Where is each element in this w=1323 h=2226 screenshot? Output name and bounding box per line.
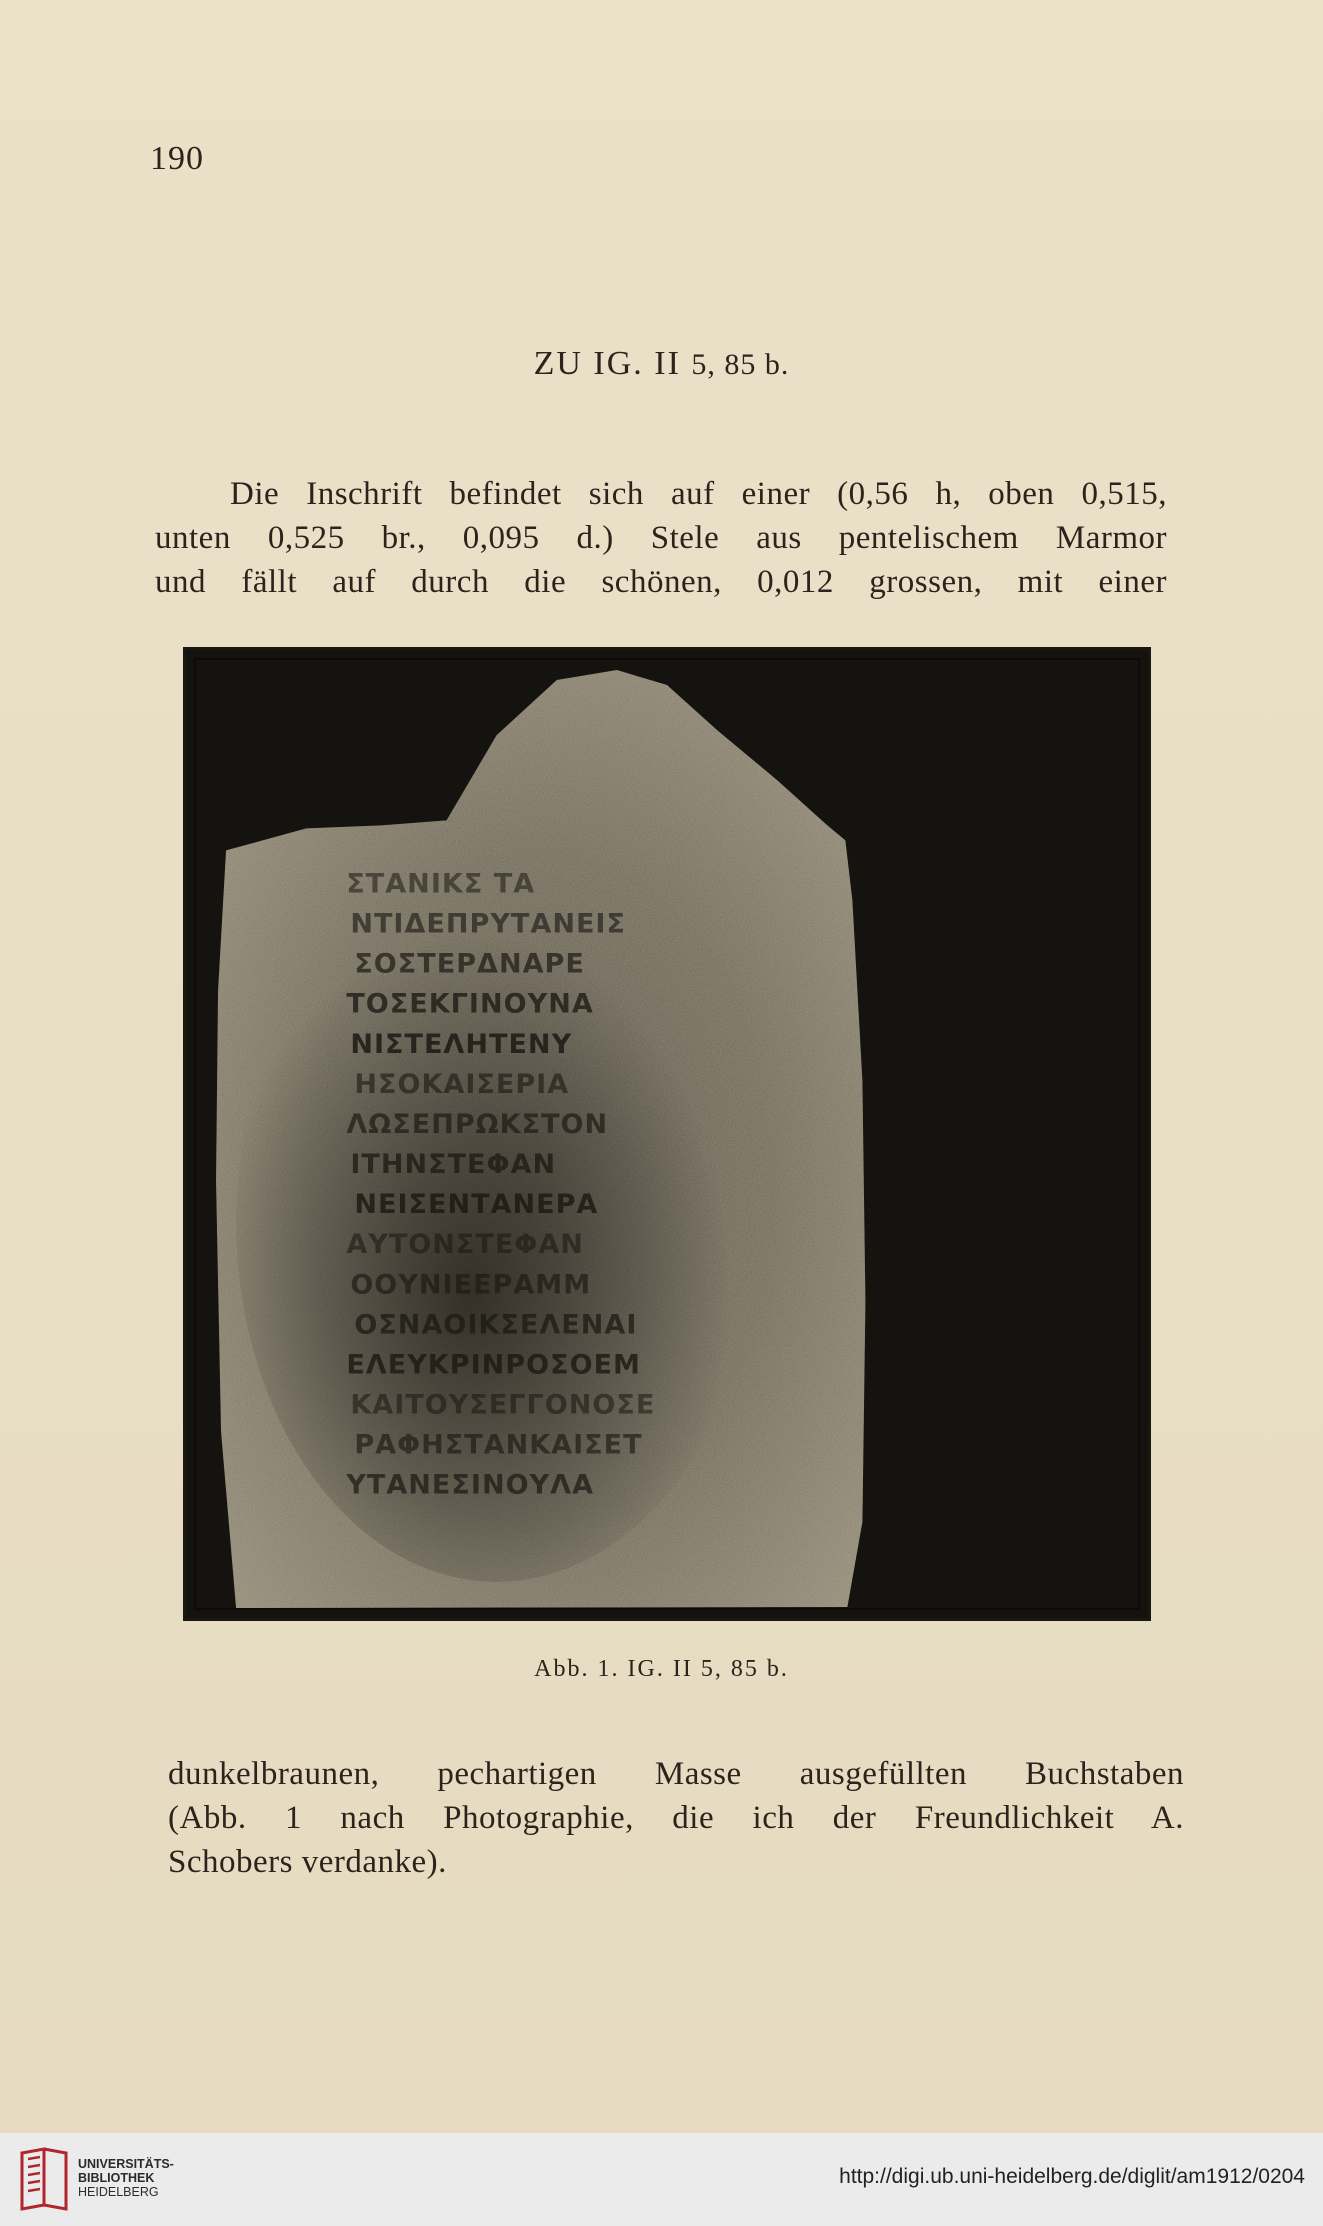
paragraph-line: und fällt auf durch die schönen, 0,012 grossen, mit einer	[155, 564, 1167, 600]
inscription-photo	[194, 658, 1140, 1610]
inscription-line: ΟΣΝΑΟΙΚΣΕΛΕΝΑΙ	[354, 1309, 638, 1341]
inscription-line: ΡΑΦΗΣΤΑΝΚΑΙΣΕΤ	[354, 1429, 643, 1461]
inscription-line: ΙΤΗΝΣΤΕΦΑΝ	[350, 1149, 557, 1181]
page-number: 190	[150, 140, 204, 177]
library-name-line: UNIVERSITÄTS-	[78, 2157, 174, 2171]
footer-bar	[0, 2133, 1323, 2226]
library-name	[78, 2157, 174, 2199]
inscription-photo-frame	[183, 647, 1151, 1621]
paragraph-line: dunkelbraunen, pechartigen Masse ausgefüllten Buchstaben	[168, 1756, 1184, 1792]
library-name-line: HEIDELBERG	[78, 2185, 159, 2199]
library-name-line: BIBLIOTHEK	[78, 2171, 155, 2185]
inscription-line: ΣΤΑΝΙΚΣ ΤΑ	[346, 868, 536, 900]
inscription-line: ΑΥΤΟΝΣΤΕΦΑΝ	[346, 1229, 584, 1261]
heading-ref: 5, 85 b.	[691, 348, 790, 381]
figure-caption: Abb. 1. IG. II 5, 85 b.	[534, 1656, 789, 1682]
inscription-line: ΗΣΟΚΑΙΣΕΡΙΑ	[354, 1068, 570, 1100]
inscription-line: ΤΟΣΕΚΓΙΝΟΥΝΑ	[346, 988, 594, 1020]
paragraph-line: (Abb. 1 nach Photographie, die ich der Freundlichkeit A.	[168, 1800, 1184, 1836]
inscription-line: ΚΑΙΤΟΥΣΕΓΓΟΝΟΣΕ	[350, 1389, 656, 1421]
paragraph-intro	[155, 472, 1167, 604]
heading-main: ZU IG. II	[533, 345, 681, 382]
paragraph-line: unten 0,525 br., 0,095 d.) Stele aus pentelischem Marmor	[155, 520, 1167, 556]
article-heading	[0, 345, 1323, 383]
stele-image	[196, 660, 1138, 1608]
source-url-link[interactable]: http://digi.ub.uni-heidelberg.de/diglit/am1912/0204	[839, 2165, 1305, 2188]
paragraph-line: Schobers verdanke).	[168, 1844, 447, 1880]
paragraph-line: Die Inschrift befindet sich auf einer (0,56 h, oben 0,515,	[230, 476, 1167, 512]
inscription-line: ΥΤΑΝΕΣΙΝΟΥΛΑ	[346, 1469, 595, 1501]
university-logo-icon	[14, 2147, 72, 2211]
inscription-line: ΝΤΙΔΕΠΡΥΤΑΝΕΙΣ	[350, 908, 627, 940]
paragraph-continuation	[168, 1752, 1184, 1884]
inscription-line: ΟΟΥΝΙΕΕΡΑΜΜ	[350, 1269, 592, 1301]
inscription-line: ΝΙΣΤΕΛΗΤΕΝΥ	[350, 1028, 573, 1060]
inscription-line: ΣΟΣΤΕΡΔΝΑΡΕ	[354, 948, 585, 980]
inscription-line: ΕΛΕΥΚΡΙΝΡΟΣΟΕΜ	[346, 1349, 641, 1381]
inscription-line: ΝΕΙΣΕΝΤΑΝΕΡΑ	[354, 1189, 599, 1221]
inscription-line: ΛΩΣΕΠΡΩΚΣΤΟΝ	[346, 1108, 609, 1140]
